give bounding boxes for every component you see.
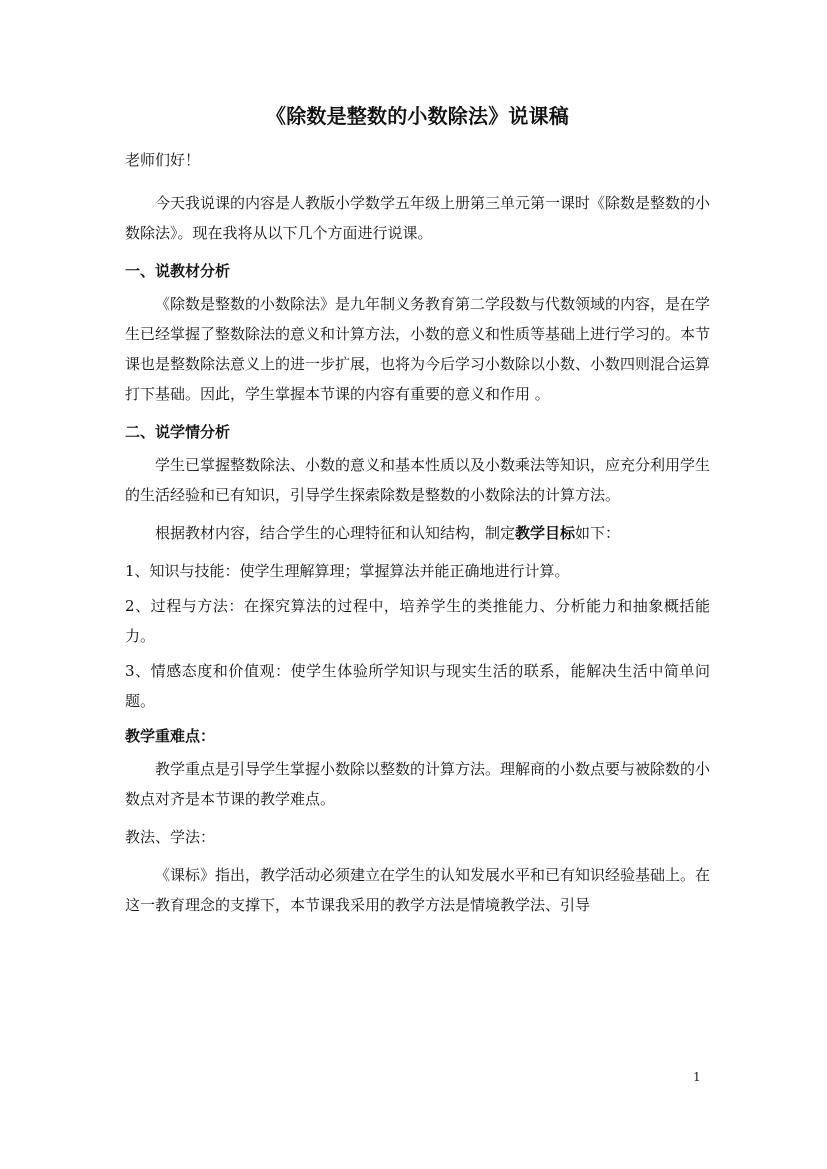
teaching-goal-values: 3、情感态度和价值观：使学生体验所学知识与现实生活的联系，能解决生活中简单问题。 xyxy=(125,662,710,710)
teaching-goals-intro-after: 如下： xyxy=(575,524,621,542)
teaching-learning-methods-heading: 教法、学法： xyxy=(125,828,216,846)
document-title: 《除数是整数的小数除法》说课稿 xyxy=(266,104,569,128)
section-heading-textbook-analysis: 一、说教材分析 xyxy=(125,262,231,280)
page-number: 1 xyxy=(693,1070,701,1084)
teaching-goals-intro-before: 根据教材内容，结合学生的心理特征和认知结构，制定 xyxy=(155,524,516,542)
textbook-analysis-paragraph: 《除数是整数的小数除法》是九年制义务教育第二学段数与代数领域的内容，是在学生已经掌握了整数除法的意义和计算方法，小数的意义和性质等基础上进行学习的。本节课也是整数除法意义上的进一步扩展，也将为今后学习小数除以小数、小数四则混合运算打下基础。因此，学生掌握本节课的内容有重要的意义和作用 。 xyxy=(125,295,711,403)
teaching-learning-methods-paragraph: 《课标》指出，教学活动必须建立在学生的认知发展水平和已有知识经验基础上。在这一教育理念的支撑下，本节课我采用的教学方法是情境教学法、引导 xyxy=(125,866,711,914)
key-difficult-points-paragraph: 教学重点是引导学生掌握小数除以整数的计算方法。理解商的小数点要与被除数的小数点对齐是本节课的教学难点。 xyxy=(125,760,711,808)
document-content xyxy=(125,101,710,920)
teaching-goals-emphasis: 教学目标 xyxy=(515,524,576,542)
teaching-goal-process: 2、过程与方法：在探究算法的过程中，培养学生的类推能力、分析能力和抽象概括能力。 xyxy=(125,597,710,645)
greeting-text: 老师们好！ xyxy=(125,151,201,169)
teaching-goal-knowledge: 1、知识与技能：使学生理解算理；掌握算法并能正确地进行计算。 xyxy=(125,562,570,580)
learner-analysis-paragraph: 学生已掌握整数除法、小数的意义和基本性质以及小数乘法等知识，应充分利用学生的生活经验和已有知识，引导学生探索除数是整数的小数除法的计算方法。 xyxy=(125,456,711,504)
key-difficult-points-heading: 教学重难点： xyxy=(125,727,216,745)
section-heading-learner-analysis: 二、说学情分析 xyxy=(125,423,231,441)
intro-paragraph: 今天我说课的内容是人教版小学数学五年级上册第三单元第一课时《除数是整数的小数除法》。现在我将从以下几个方面进行说课。 xyxy=(125,194,711,242)
teaching-goals-intro xyxy=(125,518,710,548)
